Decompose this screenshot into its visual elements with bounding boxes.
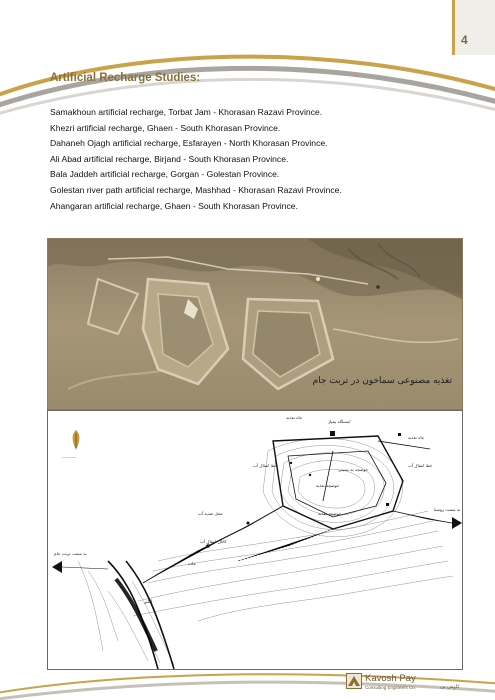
map-label: به سمت روستا bbox=[434, 507, 461, 512]
map-label: چاه تغذیه bbox=[408, 435, 425, 440]
map-label: خط انتقال آب bbox=[408, 463, 433, 468]
site-plan-drawing bbox=[48, 411, 462, 669]
study-item: Dahaneh Ojagh artificial recharge, Esfarayen - North Khorasan Province. bbox=[50, 138, 328, 149]
study-item: Ahangaran artificial recharge, Ghaen - South Khorasan Province. bbox=[50, 200, 298, 211]
map-label: حوضچه تغذیه bbox=[318, 511, 342, 516]
map-label: کانال انتقال آب bbox=[200, 539, 227, 544]
map-label: خط انتقال آب bbox=[253, 463, 278, 468]
study-item: Samakhoun artificial recharge, Torbat Jam - Khorasan Razavi Province. bbox=[50, 107, 323, 117]
header-decoration bbox=[0, 0, 495, 120]
study-item: Ali Abad artificial recharge, Birjand - South Khorasan Province. bbox=[50, 153, 289, 164]
map-label: جاده bbox=[188, 561, 196, 566]
aerial-photo bbox=[47, 238, 463, 410]
emblem-label: ―――― bbox=[62, 455, 76, 459]
footer-decoration bbox=[0, 664, 495, 700]
map-label: حوضچه تغذیه bbox=[316, 483, 340, 488]
photo-caption: تغذیه مصنوعی سماخون در تربت جام bbox=[312, 376, 452, 386]
map-label: محل تغذیه آب bbox=[198, 511, 223, 516]
emblem-icon bbox=[68, 429, 84, 451]
study-item: Khezri artificial recharge, Ghaen - South Khorasan Province. bbox=[50, 122, 281, 133]
map-label: چاه تغذیه bbox=[286, 415, 303, 420]
map-label: آبگیر bbox=[144, 599, 153, 604]
section-title: Artificial Recharge Studies: bbox=[50, 72, 201, 84]
company-name: Kavosh Pay bbox=[365, 673, 416, 684]
study-list bbox=[50, 105, 342, 214]
map-label: حوضچه ته نشینی bbox=[338, 467, 369, 472]
company-subtitle: Consulting Engineers Co. bbox=[365, 685, 417, 690]
company-logo-icon bbox=[346, 673, 362, 689]
map-label: ایستگاه پمپاژ bbox=[328, 419, 351, 424]
study-item: Bala Jaddeh artificial recharge, Gorgan - Golestan Province. bbox=[50, 169, 280, 180]
map-label: به سمت تربت جام bbox=[54, 551, 87, 556]
company-name-fa: کاوش پی bbox=[440, 684, 460, 690]
site-plan-map bbox=[47, 410, 463, 670]
page-number: 4 bbox=[461, 33, 468, 47]
study-item: Golestan river path artificial recharge, Mashhad - Khorasan Razavi Province. bbox=[50, 184, 342, 195]
